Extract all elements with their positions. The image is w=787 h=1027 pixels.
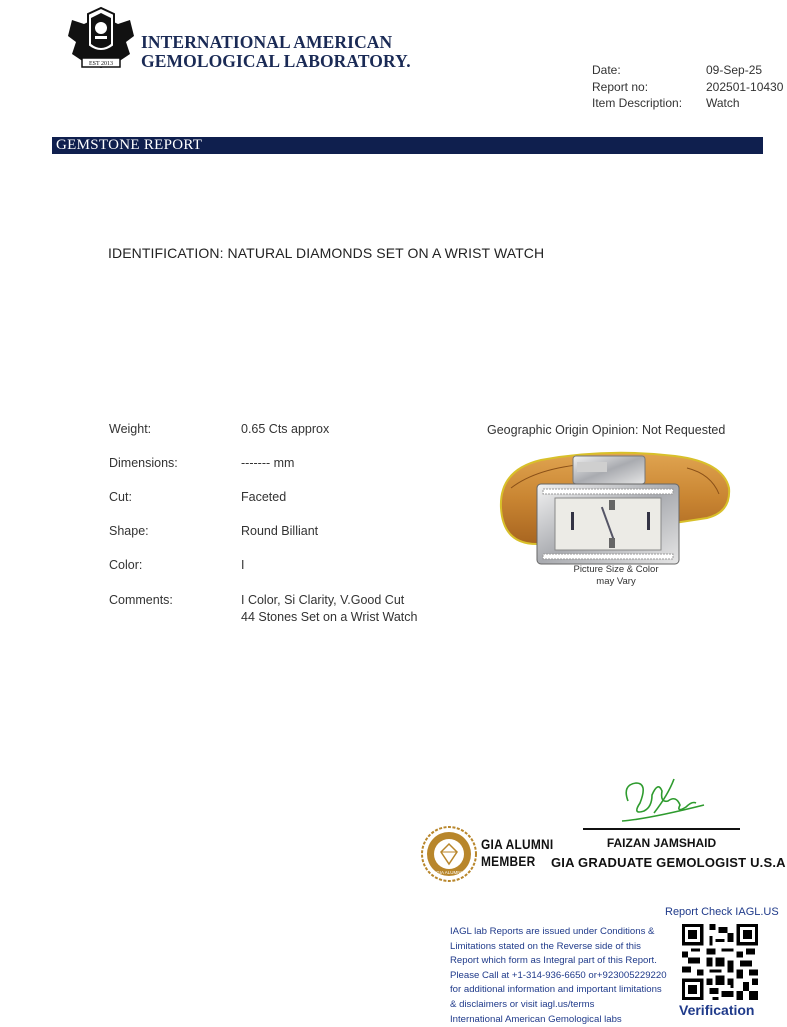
color-value: I: [241, 558, 245, 572]
disclaimer-line: for additional information and important limitations: [450, 984, 662, 996]
verification-qr-code[interactable]: [682, 924, 758, 1000]
gia-alumni-text: [481, 836, 553, 870]
watch-image: [497, 448, 731, 570]
image-caption: [560, 564, 672, 588]
item-label: Item Description:: [592, 96, 683, 110]
gia-line1: GIA ALUMNI: [481, 836, 554, 852]
caption-line2: may Vary: [596, 576, 636, 587]
gia-line2: MEMBER: [481, 853, 536, 869]
report-meta: [592, 62, 783, 112]
disclaimer-line: Report which form as Integral part of this Report.: [450, 955, 657, 967]
lab-crest-logo: [64, 6, 138, 72]
date-label: Date:: [592, 63, 621, 77]
comments-value: [241, 592, 417, 626]
cut-value: Faceted: [241, 490, 287, 504]
report-check-link[interactable]: Report Check IAGL.US: [665, 906, 779, 918]
banner-title: GEMSTONE REPORT: [56, 137, 203, 153]
shape-value: Round Billiant: [241, 524, 319, 538]
dimensions-value: ------- mm: [241, 456, 295, 470]
comments-line2: 44 Stones Set on a Wrist Watch: [241, 610, 418, 624]
shape-label: Shape:: [109, 524, 149, 538]
dimensions-label: Dimensions:: [109, 456, 178, 470]
signatory-name: FAIZAN JAMSHAID: [606, 836, 717, 850]
disclaimer-line: IAGL lab Reports are issued under Conditions &: [450, 926, 655, 937]
lab-name: [141, 33, 411, 71]
item-value: Watch: [706, 96, 740, 110]
logo-year: EST 2013: [88, 61, 114, 67]
lab-name-line2: GEMOLOGICAL LABORATORY.: [141, 51, 411, 71]
weight-value: 0.65 Cts approx: [241, 422, 330, 436]
weight-label: Weight:: [109, 422, 152, 436]
disclaimer-text: [450, 925, 675, 1027]
color-label: Color:: [109, 558, 143, 572]
gia-badge-text: GIA ALUMNI: [436, 870, 462, 875]
lab-name-line1: INTERNATIONAL AMERICAN: [141, 32, 393, 52]
comments-line1: I Color, Si Clarity, V.Good Cut: [241, 593, 405, 607]
comments-label: Comments:: [109, 593, 173, 607]
signatory-title: GIA GRADUATE GEMOLOGIST U.S.A: [551, 855, 786, 870]
disclaimer-line: & disclaimers or visit iagl.us/terms: [450, 998, 595, 1010]
disclaimer-line: International American Gemological labs: [450, 1013, 622, 1025]
caption-line1: Picture Size & Color: [573, 564, 659, 575]
cut-label: Cut:: [109, 490, 132, 504]
gia-alumni-badge: [421, 826, 477, 882]
signature-line: [583, 828, 740, 830]
verification-label: Verification: [679, 1002, 755, 1018]
disclaimer-line: Please Call at +1-314-936-6650 or+923005229220: [450, 969, 667, 981]
signature-image: [618, 773, 706, 827]
identification: IDENTIFICATION: NATURAL DIAMONDS SET ON A WRIST WATCH: [108, 245, 545, 261]
report-label: Report no:: [592, 79, 649, 94]
report-banner: [52, 137, 763, 154]
date-value: 09-Sep-25: [706, 63, 763, 77]
report-value: 202501-10430: [706, 79, 784, 94]
disclaimer-line: Limitations stated on the Reverse side of this: [450, 940, 641, 952]
origin-opinion: Geographic Origin Opinion: Not Requested: [487, 423, 726, 437]
